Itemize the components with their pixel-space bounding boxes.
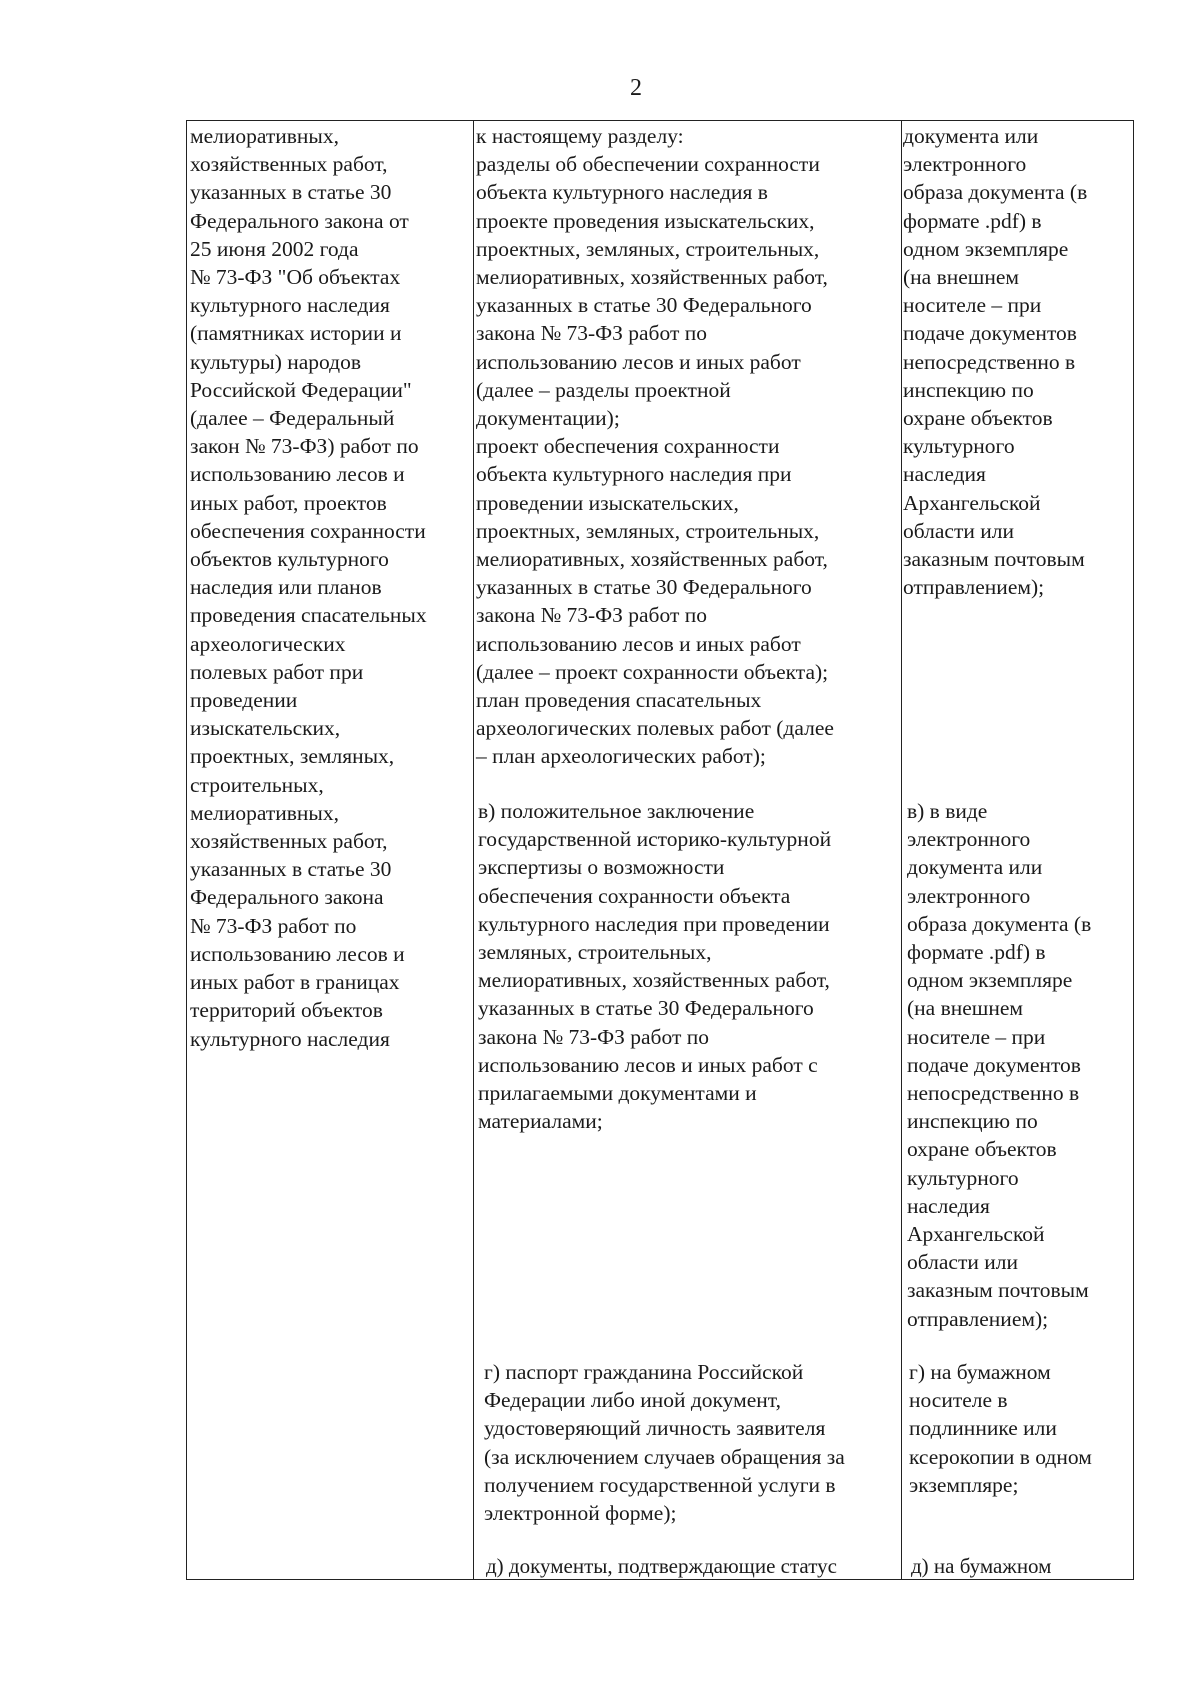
table-cell-documents-expertise: в) положительное заключение государственной историко-культурной экспертизы о возможности обеспечения сохранности объекта культурного наследия при проведении земляных, строительных, мелиоративных, хозяйственных работ, указанных в статье 30 Федерального закона № 73-ФЗ работ по использованию лесов и иных работ с прилагаемыми документами и материалами;: [478, 799, 832, 1134]
column-divider-2: [901, 121, 902, 1579]
table-cell-format-paper-1: г) на бумажном носителе в подлиннике или ксерокопии в одном экземпляре;: [909, 1360, 1092, 1497]
column-divider-1: [473, 121, 474, 1579]
table-cell-documents-sections: к настоящему разделу: разделы об обеспечении сохранности объекта культурного наследия в проекте проведения изыскательских, проектных, земляных, строительных, мелиоративных, хозяйственных работ, указанных в статье 30 Федерального закона № 73-ФЗ работ по использованию лесов и иных работ (далее – разделы проектной документации); проект обеспечения сохранности объекта культурного наследия при проведении изыскательских, проектных, земляных, строительных, мелиоративных, хозяйственных работ, указанных в статье 30 Федерального закона № 73-ФЗ работ по использованию лесов и иных работ (далее – проект сохранности объекта); план проведения спасательных археологических полевых работ (далее – план археологических работ);: [476, 124, 834, 769]
table-cell-format-electronic-1: документа или электронного образа документа (в формате .pdf) в одном экземпляре (на внешнем носителе – при подаче документов непосредственно в инспекцию по охране объектов культурного наследия Архангельской области или заказным почтовым отправлением);: [903, 124, 1088, 600]
page-number: 2: [630, 75, 642, 101]
table-cell-object-description: мелиоративных, хозяйственных работ, указанных в статье 30 Федерального закона от 25 июня 2002 года № 73-ФЗ "Об объектах культурного наследия (памятниках истории и культуры) народов Российской Федерации" (далее – Федеральный закон № 73-ФЗ) работ по использованию лесов и иных работ, проектов обеспечения сохранности объектов культурного наследия или планов проведения спасательных археологических полевых работ при проведении изыскательских, проектных, земляных, строительных, мелиоративных, хозяйственных работ, указанных в статье 30 Федерального закона № 73-ФЗ работ по использованию лесов и иных работ в границах территорий объектов культурного наследия: [190, 124, 427, 1051]
table-cell-format-electronic-2: в) в виде электронного документа или электронного образа документа (в формате .pdf) в одном экземпляре (на внешнем носителе – при подаче документов непосредственно в инспекцию по охране объектов культурного наследия Архангельской области или заказным почтовым отправлением);: [907, 799, 1092, 1331]
table-cell-format-paper-2: д) на бумажном: [911, 1554, 1052, 1578]
table-cell-documents-status: д) документы, подтверждающие статус: [486, 1554, 837, 1578]
table-cell-documents-passport: г) паспорт гражданина Российской Федерации либо иной документ, удостоверяющий личность заявителя (за исключением случаев обращения за получением государственной услуги в электронной форме);: [484, 1360, 845, 1526]
